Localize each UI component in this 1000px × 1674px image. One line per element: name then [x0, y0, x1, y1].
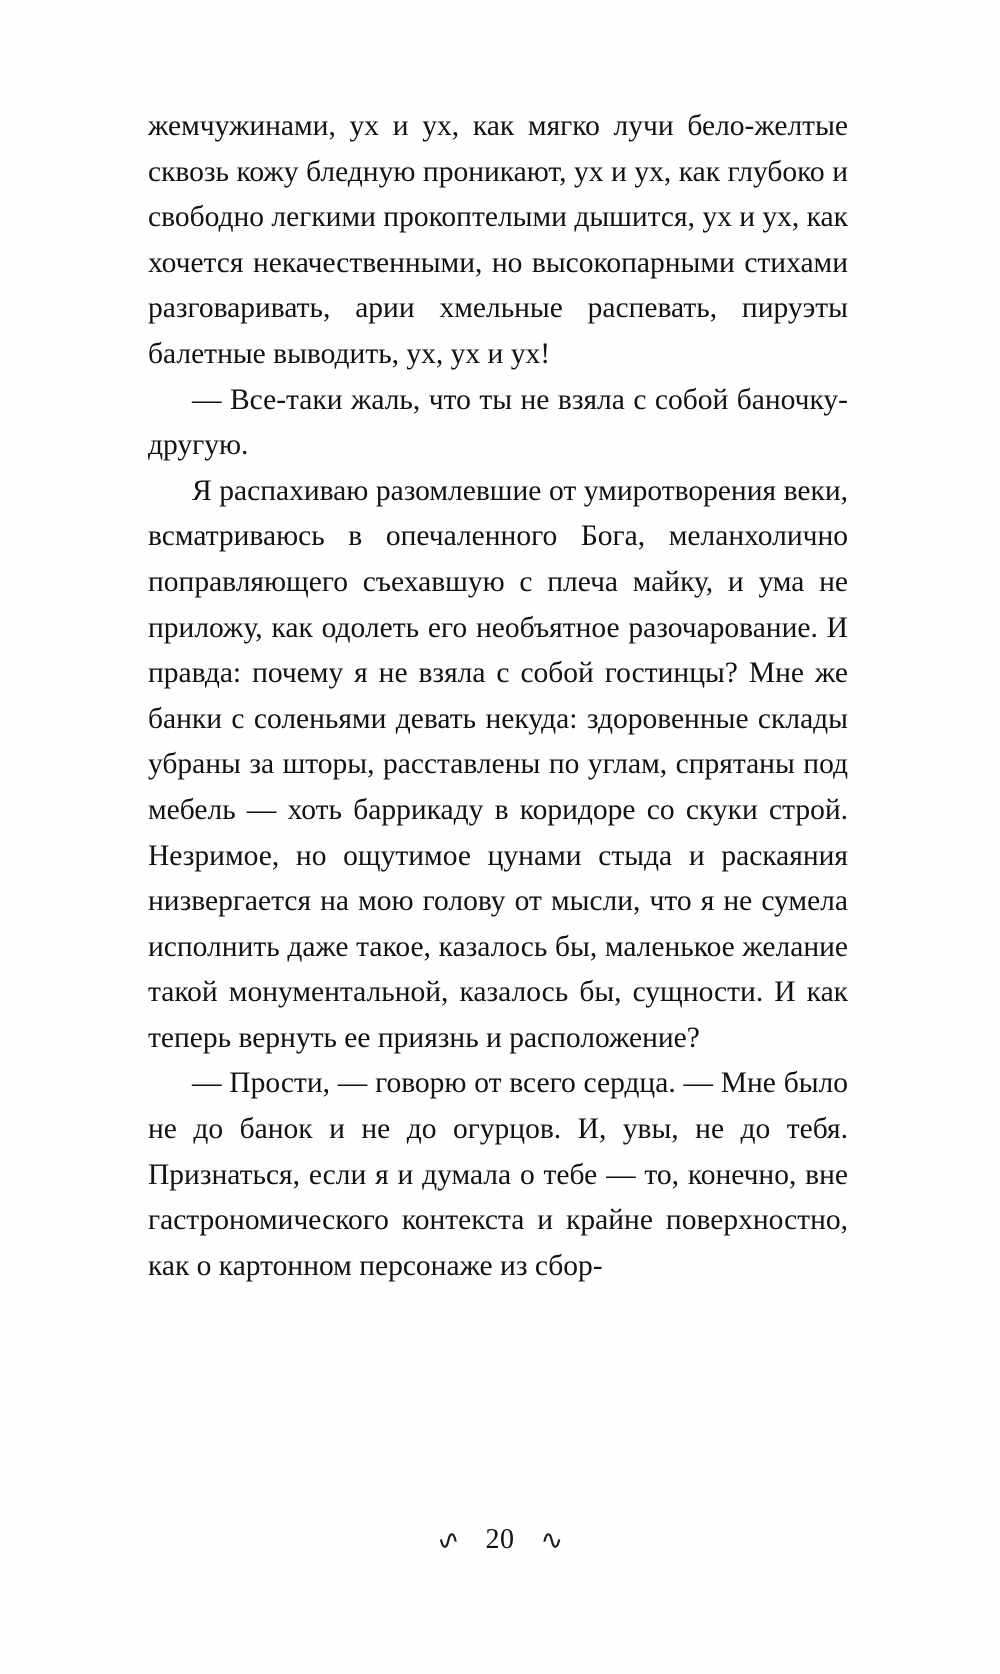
paragraph: — Прости, — говорю от всего сердца. — Мне было не до банок и не до огурцов. И, увы, не до тебя. Признаться, если я и думала о тебе — то, конечно, вне гастрономического контекста и крайне поверхностно, как о картонном персонаже из сбор-	[148, 1067, 848, 1282]
paragraph: Я распахиваю разомлевшие от умиротворения веки, всматриваюсь в опечаленного Бога, меланхолично поправляющего съехавшую с плеча майку, и ума не приложу, как одолеть его необъятное разочарование. И правда: почему я не взяла с собой гостинцы? Мне же банки с соленьями девать некуда: здоровенные склады убраны за шторы, расставлены по углам, спрятаны под мебель — хоть баррикаду в коридоре со скуки строй. Незримое, но ощутимое цунами стыда и раскаяния низвергается на мою голову от мысли, что я не сумела исполнить даже такое, казалось бы, маленькое желание такой монументальной, казалось бы, сущности. И как теперь вернуть ее приязнь и расположение?	[148, 474, 848, 1054]
page-footer	[0, 1524, 1000, 1556]
page-text-column	[148, 104, 848, 1289]
page-number: 20	[485, 1524, 515, 1555]
ornament-right-icon: ∿	[540, 1524, 564, 1556]
paragraph: — Все-таки жаль, что ты не взяла с собой баночку-другую.	[148, 383, 848, 462]
footer-inner	[437, 1524, 563, 1556]
paragraph: жемчужинами, ух и ух, как мягко лучи бело-желтые сквозь кожу бледную проникают, ух и ух, как глубоко и свободно легкими прокоптелыми дышится, ух и ух, как хочется некачественными, но высокопарными стихами разговаривать, арии хмельные распевать, пируэты балетные выводить, ух, ух и ух!	[148, 110, 848, 370]
ornament-left-icon: ∿	[436, 1524, 460, 1556]
